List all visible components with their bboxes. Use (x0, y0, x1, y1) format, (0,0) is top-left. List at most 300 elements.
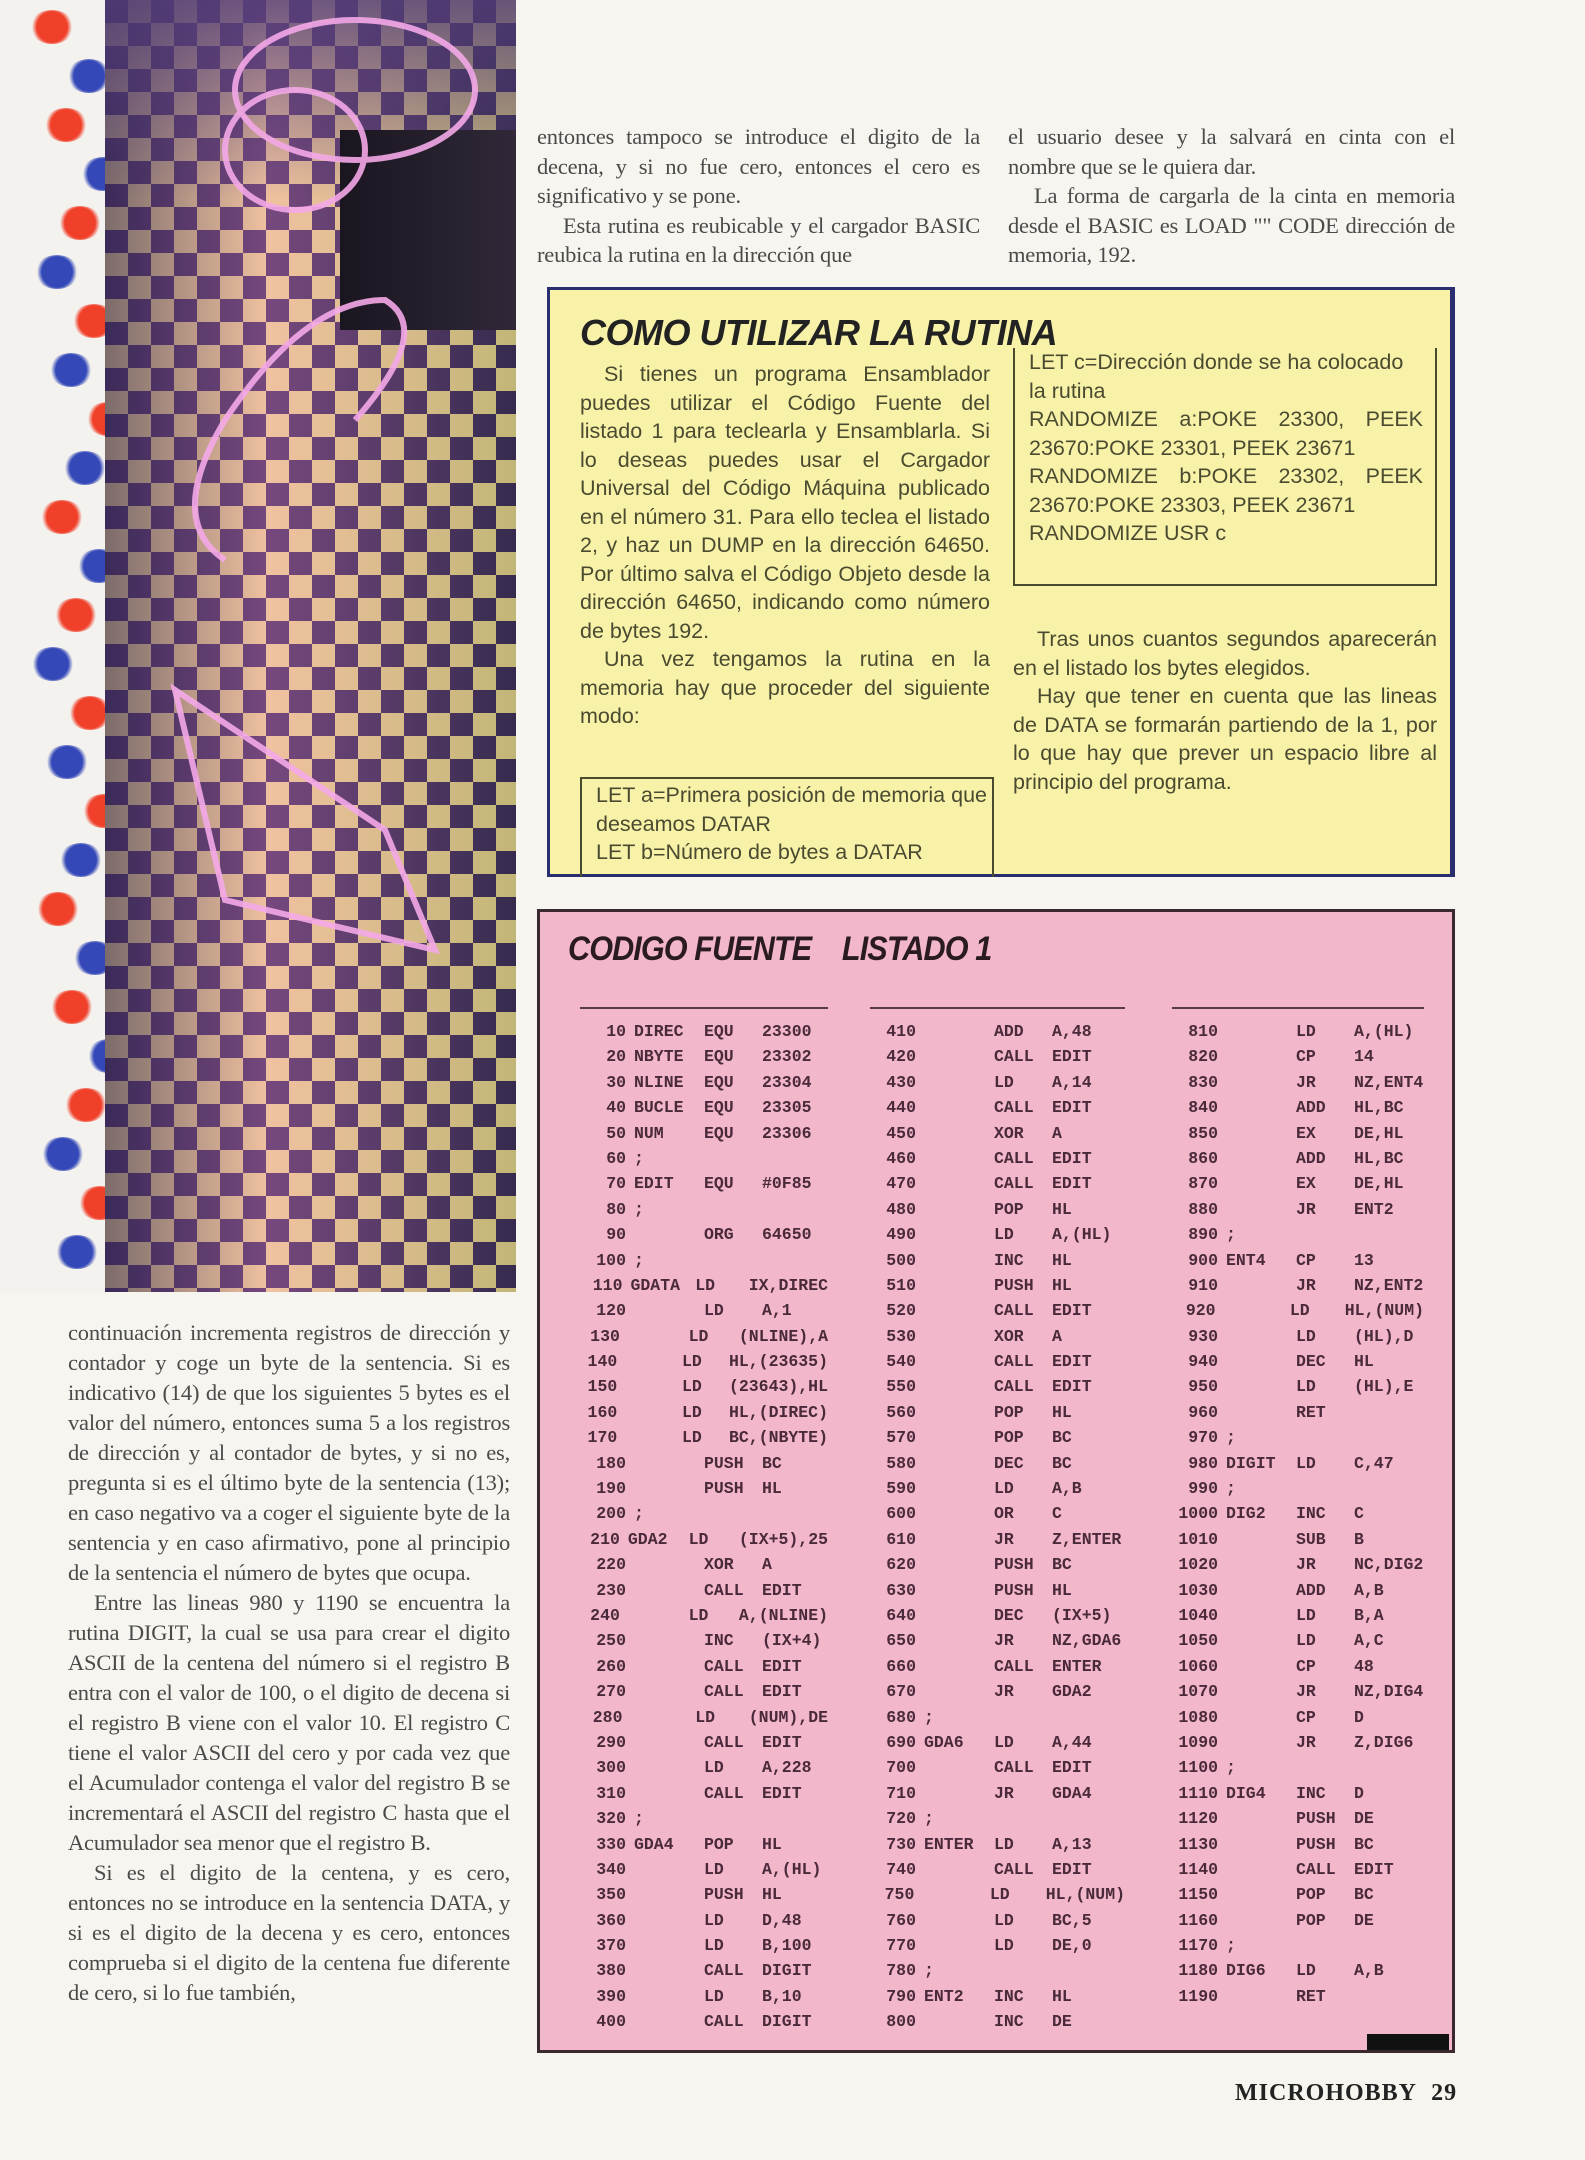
listing-row (870, 1324, 1125, 1349)
label (1218, 1603, 1296, 1628)
label (916, 1425, 994, 1450)
label (916, 1222, 994, 1247)
line-number: 120 (596, 1301, 626, 1321)
listing-row (1172, 1603, 1424, 1628)
opcode: LD (681, 1402, 702, 1422)
opcode: CALL (994, 1758, 1034, 1778)
listing-row (1172, 1501, 1424, 1526)
line-number: 980 (1188, 1453, 1218, 1473)
operand: 23302 (762, 1047, 812, 1067)
listing-row (1172, 1349, 1424, 1374)
label: GDATA (630, 1275, 681, 1295)
listing-row (580, 1832, 828, 1857)
listing-row (580, 1603, 828, 1628)
operand: A,44 (1052, 1732, 1092, 1752)
operand: BC (762, 1453, 782, 1473)
listing-row (580, 1248, 828, 1273)
label (626, 1578, 704, 1603)
listing-row (1172, 1070, 1424, 1095)
label: ; (1226, 1936, 1236, 1956)
corner-mark (1367, 2034, 1449, 2050)
label: DIG6 (1226, 1961, 1266, 1981)
opcode: JR (994, 1631, 1014, 1651)
listing-row (1172, 1781, 1424, 1806)
opcode: EQU (704, 1098, 734, 1118)
listing-row (1172, 1755, 1424, 1780)
opcode: CP (1296, 1047, 1316, 1067)
opcode: XOR (994, 1326, 1024, 1346)
operand: 48 (1354, 1656, 1374, 1676)
label (1218, 1070, 1296, 1095)
operand: BC,(NBYTE) (728, 1428, 828, 1448)
line-number: 360 (596, 1910, 626, 1930)
line-number: 900 (1188, 1250, 1218, 1270)
label (916, 1501, 994, 1526)
opcode: PUSH (1296, 1834, 1336, 1854)
howto-code-left (580, 777, 994, 877)
listing-row (580, 1044, 828, 1069)
operand: HL,BC (1354, 1098, 1404, 1118)
label: DIREC (634, 1022, 684, 1041)
opcode: OR (994, 1504, 1014, 1524)
red-dot (58, 206, 102, 240)
label (916, 1400, 994, 1425)
line-number: 170 (587, 1428, 618, 1448)
listing-row (1172, 1679, 1424, 1704)
blue-dot (41, 1137, 85, 1171)
opcode: CP (1296, 1656, 1316, 1676)
blue-dot (63, 451, 107, 485)
listing-row (580, 1908, 828, 1933)
line-number: 490 (886, 1225, 916, 1245)
line-number: 1090 (1178, 1732, 1218, 1752)
opcode: JR (994, 1529, 1014, 1549)
blue-dot (31, 647, 75, 681)
opcode: LD (989, 1885, 1010, 1905)
label: DIG2 (1226, 1504, 1266, 1524)
operand: DE,0 (1052, 1936, 1092, 1956)
label (1218, 1654, 1296, 1679)
listing-row (870, 1349, 1125, 1374)
line-number: 770 (886, 1936, 916, 1956)
paragraph: continuación incrementa registros de dirección y contador y coge un byte de la sentencia. Si es indicativo (14) de que los siguientes 5 bytes es el valor del número, entonces suma 5 a los registros de dirección y al contador de bytes, y si no es, pregunta si es el último byte de la sentencia (13); en caso negativo va a coger el siguiente byte de la sentencia y en caso afirmativo, pone al principio de la sentencia el número de bytes que ocupa. (68, 1320, 510, 1585)
listing-row (870, 1171, 1125, 1196)
opcode: ORG (704, 1225, 734, 1245)
operand: HL (762, 1885, 782, 1905)
operand: EDIT (1052, 1047, 1092, 1067)
operand: HL,(NUM) (1344, 1301, 1424, 1321)
line-number: 440 (886, 1098, 916, 1118)
line-number: 830 (1188, 1072, 1218, 1092)
line-number: 590 (886, 1479, 916, 1499)
line-number: 1040 (1178, 1605, 1218, 1625)
listing-row (580, 1501, 828, 1526)
line-number: 840 (1188, 1098, 1218, 1118)
label: GDA6 (924, 1732, 964, 1752)
line-number: 380 (596, 1961, 626, 1981)
operand: B,10 (762, 1986, 802, 2006)
operand: EDIT (1052, 1758, 1092, 1778)
line-number: 790 (886, 1986, 916, 2006)
opcode: EX (1296, 1174, 1316, 1194)
label (626, 1933, 704, 1958)
listing-row (580, 1578, 828, 1603)
blue-dot (49, 353, 93, 387)
label (626, 1908, 704, 1933)
listing-row (870, 1501, 1125, 1526)
line-number: 680 (886, 1707, 916, 1727)
operand (1354, 1984, 1424, 2009)
listing-row (870, 1857, 1125, 1882)
listing-row (580, 1171, 828, 1196)
operand: (IX+5) (1052, 1605, 1112, 1625)
label: ; (634, 1199, 644, 1219)
line-number: 780 (886, 1961, 916, 1981)
listing-row (1172, 1400, 1424, 1425)
red-dot (30, 10, 74, 44)
operand: C (1052, 1504, 1062, 1524)
opcode (704, 1146, 762, 1171)
label: ; (634, 1250, 644, 1270)
paragraph: Entre las lineas 980 y 1190 se encuentra la rutina DIGIT, la cual se usa para crear el digito ASCII de la centena del número si el registro B entra con el valor de 100, o el digito de decena si el registro B viene con el valor 10. El registro C tiene el valor ASCII del cero y por cada vez que el Acumulador contenga el valor del registro B se incrementará el ASCII del registro C hasta que el Acumulador sea menor que el registro B. (68, 1590, 510, 1855)
opcode: LD (695, 1707, 715, 1727)
line-number: 930 (1188, 1326, 1218, 1346)
source-listing-box (537, 909, 1455, 2053)
operand: HL (1354, 1352, 1374, 1372)
operand (762, 1197, 828, 1222)
listing-row (580, 1628, 828, 1653)
line-number: 50 (606, 1123, 626, 1143)
listing-row (580, 1705, 828, 1730)
line-number: 270 (596, 1682, 626, 1702)
operand: A (1052, 1123, 1062, 1143)
opcode: LD (681, 1428, 702, 1448)
opcode: JR (1296, 1275, 1316, 1295)
operand: HL (762, 1479, 782, 1499)
label (626, 1984, 704, 2009)
operand: DE (1354, 1910, 1374, 1930)
listing-row (870, 1705, 1125, 1730)
line-number: 970 (1188, 1428, 1218, 1448)
operand: (NLINE),A (738, 1326, 829, 1346)
listing-row (580, 1984, 828, 2009)
opcode: LD (1296, 1605, 1316, 1625)
line-number: 570 (886, 1428, 916, 1448)
operand: A,(HL) (1354, 1022, 1414, 1041)
operand: HL,(23635) (728, 1352, 828, 1372)
listing-row (870, 1248, 1125, 1273)
label: EDIT (634, 1174, 674, 1194)
opcode: ADD (1296, 1098, 1326, 1118)
blue-dot (59, 843, 103, 877)
opcode (994, 1806, 1052, 1831)
red-dot (64, 1088, 108, 1122)
label (916, 1374, 994, 1399)
label (916, 1095, 994, 1120)
operand: A,B (1052, 1479, 1082, 1499)
line-number: 710 (886, 1783, 916, 1803)
label (916, 1654, 994, 1679)
listing-row (1172, 1578, 1424, 1603)
label (1218, 1324, 1296, 1349)
opcode: XOR (994, 1123, 1024, 1143)
opcode: EQU (704, 1123, 734, 1143)
opcode: EQU (704, 1047, 734, 1067)
paragraph: Esta rutina es reubicable y el cargador BASIC reubica la rutina en la dirección que (537, 212, 980, 267)
opcode: CP (1296, 1707, 1316, 1727)
operand (762, 1501, 828, 1526)
line-number: 690 (886, 1732, 916, 1752)
listing-row (580, 1222, 828, 1247)
line-number: 580 (886, 1453, 916, 1473)
listing-row (580, 1425, 828, 1450)
line-number: 540 (886, 1352, 916, 1372)
label (916, 1908, 994, 1933)
listing-row (870, 1044, 1125, 1069)
opcode (1296, 1755, 1354, 1780)
operand (1354, 1400, 1424, 1425)
code-line: LET b=Número de bytes a DATAR (596, 840, 923, 864)
line-number: 450 (886, 1123, 916, 1143)
label (626, 1298, 704, 1323)
line-number: 1190 (1178, 1986, 1218, 2006)
operand (762, 1248, 828, 1273)
line-number: 810 (1188, 1022, 1218, 1041)
operand: BC (1052, 1555, 1072, 1575)
listing-row (1172, 1730, 1424, 1755)
opcode: LD (688, 1326, 709, 1346)
listing-row (1172, 1095, 1424, 1120)
article-top-column-1 (537, 122, 980, 270)
label (626, 2009, 704, 2034)
line-number: 650 (886, 1631, 916, 1651)
operand: ENTER (1052, 1656, 1102, 1676)
opcode: CALL (994, 1352, 1034, 1372)
operand: (IX+5),25 (738, 1529, 829, 1549)
code-line: RANDOMIZE USR c (1029, 521, 1227, 545)
opcode: POP (994, 1199, 1024, 1219)
opcode: LD (1296, 1631, 1316, 1651)
operand: EDIT (762, 1783, 802, 1803)
operand: A,14 (1052, 1072, 1092, 1092)
opcode: LD (994, 1910, 1014, 1930)
listing-row (580, 1730, 828, 1755)
line-number: 1120 (1178, 1809, 1218, 1829)
label (916, 1781, 994, 1806)
opcode: CALL (994, 1047, 1034, 1067)
line-number: 510 (886, 1275, 916, 1295)
line-number: 700 (886, 1758, 916, 1778)
label (916, 1451, 994, 1476)
opcode: CALL (994, 1656, 1034, 1676)
listing-row (580, 1197, 828, 1222)
operand: HL (1052, 1199, 1072, 1219)
line-number: 230 (596, 1580, 626, 1600)
label (1218, 1171, 1296, 1196)
listing-row (580, 1958, 828, 1983)
label (626, 1730, 704, 1755)
label (916, 1248, 994, 1273)
label (626, 1755, 704, 1780)
operand: EDIT (1052, 1148, 1092, 1168)
line-number: 500 (886, 1250, 916, 1270)
listing-row (870, 1121, 1125, 1146)
listing-row (1172, 1374, 1424, 1399)
operand: B,A (1354, 1605, 1384, 1625)
listing-row (1172, 1248, 1424, 1273)
line-number: 1140 (1178, 1859, 1218, 1879)
listing-row (870, 1908, 1125, 1933)
opcode: LD (1296, 1961, 1316, 1981)
label (1218, 1374, 1296, 1399)
operand: 23300 (762, 1022, 812, 1041)
opcode: JR (1296, 1199, 1316, 1219)
line-number: 860 (1188, 1148, 1218, 1168)
line-number: 1080 (1178, 1707, 1218, 1727)
label (626, 1857, 704, 1882)
operand: HL,(DIREC) (728, 1402, 828, 1422)
line-number: 940 (1188, 1352, 1218, 1372)
label (626, 1628, 704, 1653)
label: ; (924, 1707, 934, 1727)
opcode: PUSH (704, 1885, 744, 1905)
opcode: INC (994, 2012, 1024, 2032)
line-number: 70 (606, 1174, 626, 1194)
opcode: CALL (704, 1682, 744, 1702)
opcode: PUSH (704, 1453, 744, 1473)
label: DIG4 (1226, 1783, 1266, 1803)
opcode: PUSH (994, 1555, 1034, 1575)
operand: (NUM),DE (748, 1707, 828, 1727)
operand: A,B (1354, 1961, 1384, 1981)
line-number: 420 (886, 1047, 916, 1067)
operand: EDIT (1052, 1174, 1092, 1194)
operand: HL (1052, 1986, 1072, 2006)
listing-row (870, 1476, 1125, 1501)
operand: HL (1052, 1250, 1072, 1270)
operand: DIGIT (762, 1961, 812, 1981)
label (916, 1628, 994, 1653)
operand: HL (1052, 1275, 1072, 1295)
label (914, 1882, 990, 1907)
line-number: 10 (606, 1022, 626, 1041)
listing-row (870, 1527, 1125, 1552)
opcode: LD (704, 1910, 724, 1930)
listing-row (1172, 1958, 1424, 1983)
listing-title-right: LISTADO 1 (841, 930, 992, 968)
opcode: PUSH (994, 1275, 1034, 1295)
listing-row (580, 1679, 828, 1704)
listing-row (580, 1400, 828, 1425)
opcode: POP (704, 1834, 734, 1854)
line-number: 730 (886, 1834, 916, 1854)
magazine-name: MICROHOBBY (1235, 2080, 1417, 2106)
label: NLINE (634, 1072, 684, 1092)
label (1218, 1984, 1296, 2009)
operand: 23305 (762, 1098, 812, 1118)
operand: 64650 (762, 1225, 812, 1245)
line-number: 670 (886, 1682, 916, 1702)
opcode: RET (1296, 1402, 1326, 1422)
opcode: INC (1296, 1783, 1326, 1803)
column-rule (870, 1007, 1125, 1009)
opcode: LD (695, 1275, 715, 1295)
label (916, 1349, 994, 1374)
howto-box (547, 287, 1455, 877)
line-number: 660 (886, 1656, 916, 1676)
line-number: 310 (596, 1783, 626, 1803)
line-number: 320 (596, 1809, 626, 1829)
label (1218, 1121, 1296, 1146)
label: BUCLE (634, 1098, 684, 1118)
listing-row (580, 1070, 828, 1095)
opcode: XOR (704, 1555, 734, 1575)
paragraph: La forma de cargarla de la cinta en memoria desde el BASIC es LOAD "" CODE dirección de memoria, 192. (1008, 183, 1455, 267)
label (617, 1400, 682, 1425)
line-number: 30 (606, 1072, 626, 1092)
operand: C,47 (1354, 1453, 1394, 1473)
line-number: 370 (596, 1936, 626, 1956)
column-rule (580, 1007, 828, 1009)
label (916, 1070, 994, 1095)
line-number: 920 (1185, 1301, 1216, 1321)
line-number: 750 (884, 1885, 915, 1905)
operand: B (1354, 1529, 1364, 1549)
listing-row (1172, 1933, 1424, 1958)
opcode: CALL (994, 1148, 1034, 1168)
opcode: CP (1296, 1250, 1316, 1270)
paragraph: entonces tampoco se introduce el digito de la decena, y si no fue cero, entonces el cero es significativo y se pone. (537, 124, 980, 208)
line-number: 1150 (1178, 1885, 1218, 1905)
listing-row (870, 1197, 1125, 1222)
listing-title (568, 930, 1022, 969)
listing-row (1172, 1908, 1424, 1933)
label (1218, 1400, 1296, 1425)
code-line: RANDOMIZE b:POKE 23302, PEEK 23670:POKE 23303, PEEK 23671 (1029, 464, 1423, 517)
listing-row (870, 1273, 1125, 1298)
listing-row (1172, 1222, 1424, 1247)
line-number: 1160 (1178, 1910, 1218, 1930)
red-dot (40, 500, 84, 534)
operand: (23643),HL (728, 1377, 828, 1397)
label (1218, 1908, 1296, 1933)
listing-row (1172, 1324, 1424, 1349)
opcode: CALL (994, 1377, 1034, 1397)
column-rule (1172, 1007, 1424, 1009)
operand: NZ,GDA6 (1052, 1631, 1122, 1651)
opcode (1296, 1425, 1354, 1450)
opcode: POP (994, 1402, 1024, 1422)
operand (1354, 1476, 1424, 1501)
operand: EDIT (1052, 1377, 1092, 1397)
paragraph: Si es el digito de la centena, y es cero, entonces no se introduce en la sentencia DATA, y si es el digito de la decena y es cero, entonces comprueba si el digito de la centena fue diferente de cero, si lo fue también, (68, 1860, 510, 2005)
operand: (HL),E (1354, 1377, 1414, 1397)
line-number: 870 (1188, 1174, 1218, 1194)
line-number: 560 (886, 1402, 916, 1422)
label (916, 1324, 994, 1349)
line-number: 960 (1188, 1402, 1218, 1422)
label (916, 1121, 994, 1146)
listing-row (580, 1451, 828, 1476)
opcode: INC (994, 1986, 1024, 2006)
operand: 13 (1354, 1250, 1374, 1270)
listing-row (870, 1654, 1125, 1679)
opcode: ADD (994, 1022, 1024, 1041)
page-number: 29 (1431, 2080, 1458, 2106)
label (1216, 1298, 1290, 1323)
listing-column-1 (580, 1007, 828, 2035)
label (916, 1857, 994, 1882)
